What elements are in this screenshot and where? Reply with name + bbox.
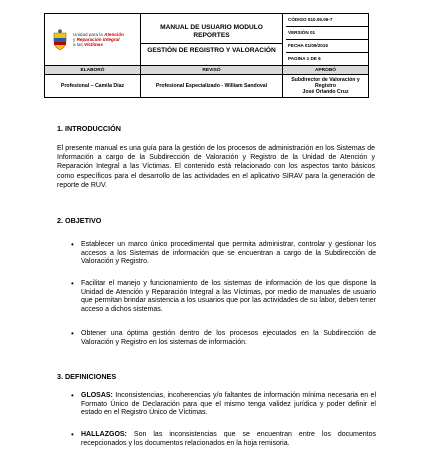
section-heading-introduction: 1. INTRODUCCIÓN [57, 124, 121, 133]
name-elaboro: Profesional – Camila Díaz [45, 75, 141, 98]
document-header-table [44, 13, 369, 98]
definition-text: Son las inconsistencias que se encuentran entre los documentos recepcionados y los documentos relacionados en la hoja remisoria. [81, 431, 376, 447]
definition-text: Inconsistencias, incoherencias y/o faltantes de información mínima necesaria en el Formato Único de Declaración para que el mismo tenga validez jurídica y poder definir el estado en el Registro Único de Víctimas. [81, 392, 376, 417]
definition-term: HALLAZGOS: [81, 431, 127, 438]
name-reviso: Profesional Especializado - William Sandoval [141, 75, 283, 98]
coat-of-arms-icon [51, 29, 69, 51]
name-aprobo: Subdirector de Valoración y Registro José Orlando Cruz [283, 75, 369, 98]
role-aprobo: APROBÓ [283, 66, 369, 75]
document-version: VERSIÓN 01 [286, 27, 368, 40]
institution-logo [45, 29, 140, 51]
title-cell [141, 14, 283, 66]
logo-cell [45, 14, 141, 66]
objective-item: • Establecer un marco único procedimental que permita administrar, controlar y gestionar los accesos a los Sistemas de información que se encuentran a cargo de la Subdirección de Valoración y Registro. [81, 241, 376, 267]
document-code: CÓDIGO 510.05.06-7 [286, 14, 368, 27]
document-title: MANUAL DE USUARIO MODULO REPORTES [141, 22, 282, 44]
document-date: FECHA 01/09/2015 [286, 40, 368, 53]
logo-text: Unidad para la Atención y Reparación Integral a las Víctimas [73, 31, 124, 48]
document-page-number: PAGINA 1 DE 6 [288, 56, 321, 61]
role-reviso: REVISÓ [141, 66, 283, 75]
document-subtitle: GESTIÓN DE REGISTRO Y VALORACIÓN [147, 47, 276, 55]
objective-item: • Facilitar el manejo y funcionamiento de los sistemas de información de los que dispone la Unidad de Atención y Reparación Integral a las Víctimas, por medio de manuales de usuario que permitan brindar asistencia a los usuarios que por las actividades de su labor, deben tener acceso a dichos sistemas. [81, 280, 376, 314]
definition-term: GLOSAS: [81, 392, 113, 399]
definition-item [81, 392, 376, 418]
section-heading-objective: 2. OBJETIVO [57, 216, 102, 225]
role-elaboro: ELABORÓ [45, 66, 141, 75]
introduction-paragraph: El presente manual es una guía para la gestión de los procesos de administración en los Sistemas de Información a cargo de la Subdirección de Valoración y Registro de la Unidad de Atención y Reparación Integral a las Víctimas. El contenido está relacionado con los aspectos tanto básicos como específicos para el desarrollo de las actividades en el aplicativo SIRAV para la generación de reporte de RUV. [57, 145, 375, 189]
section-heading-definitions: 3. DEFINICIONES [57, 372, 117, 381]
meta-cell [283, 14, 369, 66]
objective-item: • Obtener una óptima gestión dentro de los procesos ejecutados en la Subdirección de Valoración y Registro en los sistemas de información. [81, 330, 376, 347]
definition-item [81, 431, 376, 448]
